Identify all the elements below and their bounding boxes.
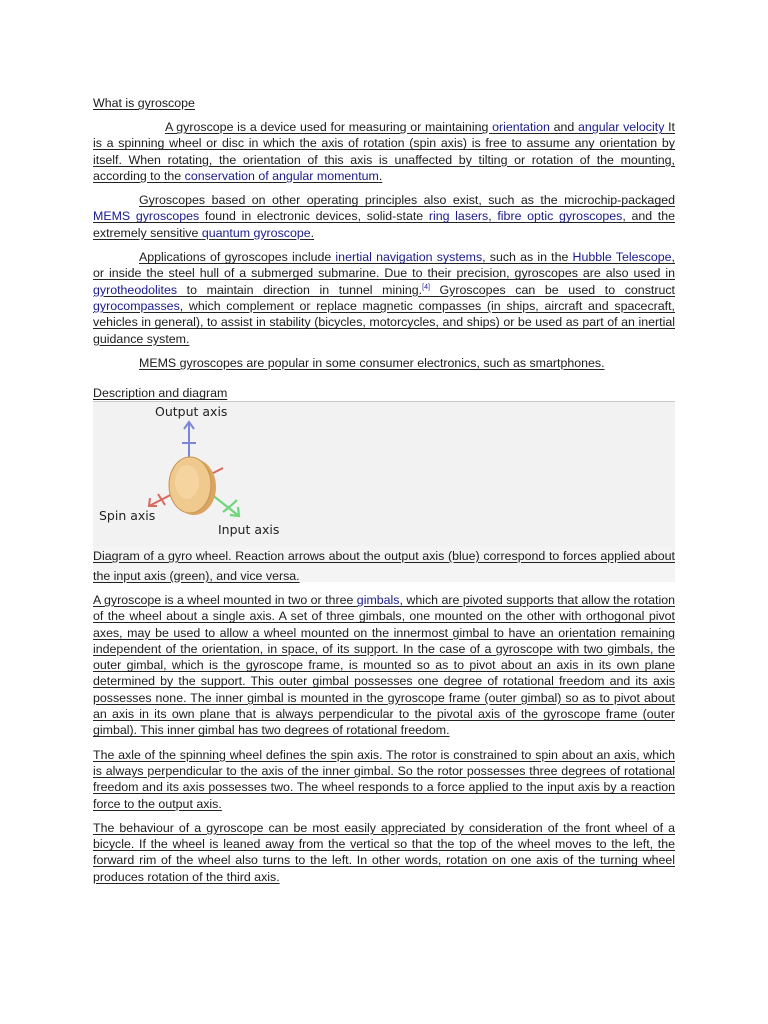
output-axis-label: Output axis	[155, 404, 228, 419]
link-quantum-gyroscope[interactable]: quantum gyroscope	[201, 225, 311, 240]
citation-link[interactable]: [4]	[422, 283, 430, 291]
link-mems-gyroscopes[interactable]: MEMS gyroscopes	[93, 209, 200, 224]
text-run: .	[310, 225, 315, 240]
paragraph-applications	[93, 249, 675, 347]
input-axis-label: Input axis	[218, 522, 280, 537]
paragraph-bicycle: The behaviour of a gyroscope can be most easily appreciated by consideration of the front wheel of a bicycle. If the wheel is leaned away from the vertical so that the top of the wheel moves to the left, the forward rim of the wheel also turns to the left. In other words, rotation on one axis of the turning wheel produces rotation of the third axis.	[93, 820, 675, 884]
text-run: Applications of gyroscopes include	[139, 250, 336, 265]
text-run: It is a spinning wheel or disc in which the axis of rotation (spin axis) is free to assume any orientation by itself. When rotating, the orientation of this axis is unaffected by tilting or rotation of the mounting, according to the	[93, 120, 676, 183]
paragraph-spin-axis: The axle of the spinning wheel defines the spin axis. The rotor is constrained to spin about an axis, which is always perpendicular to the axis of the inner gimbal. So the rotor possesses three degrees of rotational freedom and its axis possesses two. The wheel responds to a force applied to the input axis by a reaction force to the output axis.	[93, 747, 675, 811]
text-run: ,	[488, 209, 498, 224]
text-run: Gyroscopes can be used to construct	[429, 282, 675, 297]
text-run: , and the extremely sensitive	[93, 209, 676, 240]
paragraph-mems: MEMS gyroscopes are popular in some consumer electronics, such as smartphones.	[139, 355, 605, 370]
gyro-wheel-diagram	[93, 401, 675, 548]
link-hubble-telescope[interactable]: Hubble Telescope	[572, 250, 672, 265]
link-orientation[interactable]: orientation	[492, 120, 550, 134]
text-run: .	[378, 168, 383, 183]
document-page-lower	[93, 592, 675, 885]
link-gyrocompasses[interactable]: gyrocompasses	[93, 298, 180, 313]
input-axis-arrow	[211, 494, 239, 516]
text-run: , which complement or replace magnetic compasses (in ships, aircraft and spacecraft, vehicles in general), to assist in stability (bicycles, motorcycles, and ships) or be used as part of an inertial guidance system.	[93, 298, 675, 346]
link-angular-velocity[interactable]: angular velocity	[578, 120, 665, 134]
link-fibre-optic-gyroscopes[interactable]: fibre optic gyroscopes	[497, 209, 623, 224]
heading-description-and-diagram: Description and diagram	[93, 386, 228, 401]
text-run: A gyroscope is a wheel mounted in two or three	[93, 593, 357, 607]
figure-caption-box	[93, 546, 675, 582]
text-run: A gyroscope is a device used for measuring or maintaining	[165, 120, 493, 134]
link-ring-lasers[interactable]: ring lasers	[428, 209, 489, 224]
text-run: and	[549, 120, 579, 134]
paragraph-other-principles	[93, 192, 675, 241]
paragraph-definition	[93, 119, 675, 184]
text-run: Gyroscopes based on other operating principles also exist, such as the microchip-packaged	[139, 193, 675, 208]
figure-caption: Diagram of a gyro wheel. Reaction arrows about the output axis (blue) correspond to forces applied about the input axis (green), and vice versa.	[93, 549, 675, 583]
link-gyrotheodolites[interactable]: gyrotheodolites	[93, 282, 178, 297]
link-gimbals[interactable]: gimbals	[356, 593, 400, 607]
paragraph-gimbals	[93, 592, 675, 739]
document-page	[93, 95, 675, 401]
spin-axis-label: Spin axis	[99, 508, 156, 523]
text-run: found in electronic devices, solid-state	[199, 209, 429, 224]
link-conservation-of-angular-momentum[interactable]: conservation of angular momentum	[184, 168, 379, 183]
text-run: , such as in the	[482, 250, 573, 265]
text-run: , or inside the steel hull of a submerged submarine. Due to their precision, gyroscopes are also used in	[93, 250, 675, 281]
link-inertial-navigation-systems[interactable]: inertial navigation systems	[335, 250, 483, 265]
text-run: to maintain direction in tunnel mining.	[177, 282, 423, 297]
gyro-wheel	[169, 457, 216, 515]
text-run: , which are pivoted supports that allow the rotation of the wheel about a single axis. A set of three gimbals, one mounted on the other with orthogonal pivot axes, may be used to allow a wheel mounted on the innermost gimbal to have an orientation remaining independent of the orientation, in space, of its support. In the case of a gyroscope with two gimbals, the outer gimbal, which is the gyroscope frame, is mounted so as to pivot about an axis in its own plane determined by the support. This outer gimbal possesses one degree of rotational freedom and its axis possesses none. The inner gimbal is mounted in the gyroscope frame (outer gimbal) so as to pivot about an axis in its own plane that is always perpendicular to the pivotal axis of the gyroscope frame (outer gimbal). This inner gimbal has two degrees of rotational freedom.	[93, 593, 676, 738]
heading-what-is-gyroscope: What is gyroscope	[93, 96, 195, 110]
gyro-wheel-svg	[93, 402, 675, 548]
